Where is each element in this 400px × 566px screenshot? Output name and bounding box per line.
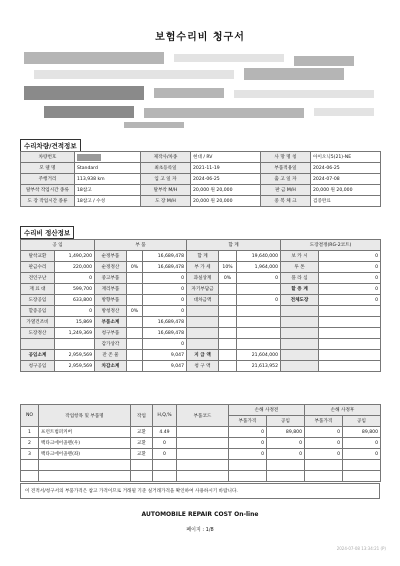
settlement-value: 1,490,200 [55,251,95,262]
vehicle-row [21,152,381,163]
parts-sub-price-after: 부품가격 [305,416,343,427]
settlement-value: 0% [219,273,237,284]
settlement-value: 16,689,478 [143,251,187,262]
vehicle-label: 모 델 명 [21,163,75,174]
settlement-value: 1,964,000 [237,262,281,273]
settlement-value [219,251,237,262]
settlement-label: 방청정산 [95,306,127,317]
settlement-value: 21,604,000 [237,350,281,361]
parts-empty-cell [343,460,381,471]
settlement-label: 부품소계 [95,317,127,328]
settlement-value: 16,689,478 [143,262,187,273]
settlement-label [281,361,319,372]
vehicle-value: 2021-11-19 [191,163,261,174]
settlement-value: 0 [143,306,187,317]
settlement-value [127,361,143,372]
parts-sub-labor-before: 공임 [267,416,305,427]
settlement-row [21,328,381,339]
section-title-settlement: 수리비 정산정보 [20,226,74,239]
vehicle-value: 2024-06-25 [191,174,261,185]
vehicle-label: 입 고 일 자 [141,174,191,185]
settlement-value [319,350,381,361]
settlement-value [219,361,237,372]
parts-head-no: NO [21,405,39,427]
vehicle-value: 20,000 원 20,000 [191,185,261,196]
parts-cell: 0 [229,449,267,460]
settlement-row [21,361,381,372]
settlement-row [21,273,381,284]
vehicle-value: 20,000 원 20,000 [191,196,261,207]
settlement-label [281,350,319,361]
settlement-label: 도장정산 [21,328,55,339]
settlement-value [127,317,143,328]
parts-head-item: 작업항목 및 부품명 [39,405,131,427]
settlement-value [127,328,143,339]
parts-cell: 89,800 [343,427,381,438]
settlement-value: 15,869 [55,317,95,328]
settlement-value: 0 [237,273,281,284]
settlement-value: 0 [55,273,95,284]
parts-empty-cell [229,460,267,471]
parts-cell [177,427,229,438]
vehicle-value: 113,938 km [75,174,141,185]
parts-empty-cell [267,460,305,471]
settlement-label: 재리부품 [95,284,127,295]
parts-empty-cell [131,471,153,482]
settlement-table [20,239,381,372]
settlement-value [319,328,381,339]
settlement-label: 잔 존 물 [95,350,127,361]
settlement-row [21,350,381,361]
settlement-value [127,273,143,284]
vehicle-label: 차량번호 [21,152,75,163]
vehicle-value: 2024-06-25 [311,163,381,174]
settlement-label: 대차금액 [187,295,219,306]
vehicle-label: 주행거리 [21,174,75,185]
settlement-label: 할 증 계 [281,284,319,295]
settlement-label: 전체도장 [281,295,319,306]
settlement-label: 부 가 세 [187,262,219,273]
settlement-label: 판금수리 [21,262,55,273]
settlement-value [219,306,237,317]
settlement-value [219,295,237,306]
parts-empty-cell [305,471,343,482]
vehicle-label: 탈부착 작업시간 종류 [21,185,75,196]
settlement-row [21,317,381,328]
vehicle-row [21,185,381,196]
parts-cell [177,449,229,460]
disclaimer-note: 이 견적서/청구서의 부품가격은 참고 가격이므로 거래될 기준 실거래가격을 확인하여 사용하시기 바랍니다. [20,483,380,499]
settlement-value: 0 [143,339,187,350]
settlement-value: 0 [319,284,381,295]
settlement-label: 청구공임 [21,361,55,372]
vehicle-value: 18참고 [75,185,141,196]
vehicle-value: 2024-07-08 [311,174,381,185]
settlement-value: 16,689,478 [143,328,187,339]
parts-cell: 백타크에어졸렌(좌) [39,449,131,460]
footer-title: AUTOMOBILE REPAIR COST On-line [141,511,259,518]
settlement-label: 공임소계 [21,350,55,361]
parts-cell: 1 [21,427,39,438]
vehicle-value: 현대 / RV [191,152,261,163]
vehicle-label: 최초등록일 [141,163,191,174]
settlement-value: 0 [237,295,281,306]
parts-cell [177,438,229,449]
settlement-value: 19,640,000 [237,251,281,262]
settlement-label: 순정정산 [95,262,127,273]
vehicle-label: 사 망 명 칭 [261,152,311,163]
print-timestamp: 2024-07-08 13:34:21 (P) [336,546,386,551]
settlement-value: 0 [319,251,381,262]
settlement-value: 2,959,569 [55,350,95,361]
parts-cell: 4.49 [153,427,177,438]
settlement-label [281,306,319,317]
parts-cell: 0 [267,438,305,449]
settlement-label [281,328,319,339]
settlement-value [219,350,237,361]
settlement-label: 청구부품 [95,328,127,339]
parts-cell: 0 [229,438,267,449]
settlement-label [187,328,219,339]
settlement-label: 지 급 액 [187,350,219,361]
settlement-value: 9,047 [143,350,187,361]
parts-cell: 0 [305,449,343,460]
settlement-value: 10% [219,262,237,273]
settlement-value [127,339,143,350]
parts-cell: 0 [153,449,177,460]
vehicle-label: 출 고 일 자 [261,174,311,185]
parts-empty-cell [153,460,177,471]
settlement-value [127,350,143,361]
parts-cell: 0 [153,438,177,449]
redacted-header [24,52,380,130]
settlement-value: 21,613,952 [237,361,281,372]
settlement-label: 플 라 심 [281,273,319,284]
parts-cell: 0 [343,449,381,460]
parts-cell: 0 [267,449,305,460]
settlement-label: 자기부담금 [187,284,219,295]
settlement-value: 0 [143,295,187,306]
settlement-value [127,295,143,306]
parts-sub-price-before: 부품가격 [229,416,267,427]
settlement-label: 투 톤 [281,262,319,273]
parts-cell: 교환 [131,449,153,460]
parts-cell: 교환 [131,438,153,449]
vehicle-row [21,163,381,174]
settle-head-paint: 도장결정(RG-2코트) [281,240,381,251]
settlement-label: 순정부품 [95,251,127,262]
settlement-value [219,284,237,295]
parts-cell: 0 [305,427,343,438]
vehicle-value: Standard [75,163,141,174]
settlement-value: 220,000 [55,262,95,273]
settlement-value [237,339,281,350]
parts-row [21,427,381,438]
settlement-row [21,295,381,306]
redacted-plate [77,154,101,161]
parts-head-work: 작업 [131,405,153,427]
settlement-value: 0 [143,284,187,295]
parts-empty-cell [305,460,343,471]
settlement-value: 633,800 [55,295,95,306]
vehicle-value: 아이오닉5(21)-NE [311,152,381,163]
settlement-value [237,284,281,295]
settlement-label [281,317,319,328]
vehicle-label: 탈부착 M/H [141,185,191,196]
settlement-value [237,328,281,339]
parts-cell: 0 [305,438,343,449]
settlement-label: 할증공임 [21,306,55,317]
parts-empty-cell [177,460,229,471]
settlement-value: 1,249,369 [55,328,95,339]
parts-empty-cell [39,460,131,471]
settlement-label [187,317,219,328]
settle-head-parts: 부 품 [95,240,187,251]
parts-sub-labor-after: 공임 [343,416,381,427]
parts-empty-cell [39,471,131,482]
vehicle-value: 20,000 원 20,000 [311,185,381,196]
settlement-label: 도장공임 [21,295,55,306]
settlement-label: 감가상각 [95,339,127,350]
settlement-row [21,284,381,295]
settlement-value: 599,700 [55,284,95,295]
parts-empty-cell [131,460,153,471]
settlement-value [219,328,237,339]
footer-page: 페이지 : 1/8 [186,527,214,533]
settlement-label: 청 구 액 [187,361,219,372]
settlement-label [187,339,219,350]
settlement-value [319,361,381,372]
parts-head-before: 손해 사정전 [229,405,305,416]
settlement-label: 방향부품 [95,295,127,306]
settlement-label [281,339,319,350]
settlement-row [21,306,381,317]
settlement-label: 재 료 대 [21,284,55,295]
parts-cell: 백타크에어졸렌(우) [39,438,131,449]
settlement-value [237,317,281,328]
settlement-value: 0 [319,295,381,306]
section-title-vehicle: 수리차량/견적정보 [20,139,81,152]
parts-head-code: 부품코드 [177,405,229,427]
vehicle-value: 18참고 / 수성 [75,196,141,207]
parts-empty-cell [177,471,229,482]
parts-empty-cell [21,460,39,471]
vehicle-label: 중 복 체 크 [261,196,311,207]
document-title: 보험수리비 청구서 [155,32,245,43]
parts-empty-row [21,471,381,482]
settlement-value: 16,689,478 [143,317,187,328]
parts-cell: 0 [229,427,267,438]
settlement-value: 0% [127,306,143,317]
settlement-label: 합 계 [187,251,219,262]
parts-table [20,404,381,482]
settlement-value: 0 [319,262,381,273]
vehicle-value [75,152,141,163]
settlement-value: 0 [143,273,187,284]
parts-cell: 2 [21,438,39,449]
parts-empty-row [21,460,381,471]
settlement-row [21,251,381,262]
vehicle-row [21,196,381,207]
settlement-value [237,306,281,317]
parts-empty-cell [267,471,305,482]
settlement-row [21,339,381,350]
settlement-value [127,251,143,262]
settlement-value: 0% [127,262,143,273]
parts-row [21,449,381,460]
vehicle-label: 도 장 작업시간 종류 [21,196,75,207]
settlement-value: 0 [55,306,95,317]
parts-cell: 프런트범퍼커버 [39,427,131,438]
settlement-label: 중고부품 [95,273,127,284]
parts-empty-cell [21,471,39,482]
settlement-label [187,306,219,317]
vehicle-label: 도 장 M/H [141,196,191,207]
parts-cell: 0 [343,438,381,449]
settlement-label: 탈착교환 [21,251,55,262]
settlement-label: 견인구난 [21,273,55,284]
settlement-label [21,339,55,350]
settlement-value [319,306,381,317]
parts-cell: 교환 [131,427,153,438]
settle-head-total: 합 계 [187,240,281,251]
parts-head-after: 손해 사정후 [305,405,381,416]
settlement-value [127,284,143,295]
vehicle-label: 부품적용일 [261,163,311,174]
parts-empty-cell [229,471,267,482]
settlement-label: 과실상계 [187,273,219,284]
vehicle-row [21,174,381,185]
settlement-value: 2,959,569 [55,361,95,372]
vehicle-label: 판 금 M/H [261,185,311,196]
settlement-value [219,339,237,350]
parts-cell: 3 [21,449,39,460]
vehicle-label: 제작사/차종 [141,152,191,163]
parts-row [21,438,381,449]
vehicle-value: 검증완료 [311,196,381,207]
settlement-value [319,317,381,328]
settlement-value: 0 [319,273,381,284]
settlement-row [21,262,381,273]
settle-head-labor: 공 임 [21,240,95,251]
settlement-label: 보 카 시 [281,251,319,262]
parts-head-hq: H,Q,% [153,405,177,427]
settlement-label: 가열건조비 [21,317,55,328]
parts-cell: 89,800 [267,427,305,438]
parts-empty-cell [153,471,177,482]
settlement-value [319,339,381,350]
vehicle-info-table [20,151,381,207]
settlement-value [219,317,237,328]
settlement-value [55,339,95,350]
parts-empty-cell [343,471,381,482]
settlement-label: 차감소계 [95,361,127,372]
settlement-value: 9,047 [143,361,187,372]
